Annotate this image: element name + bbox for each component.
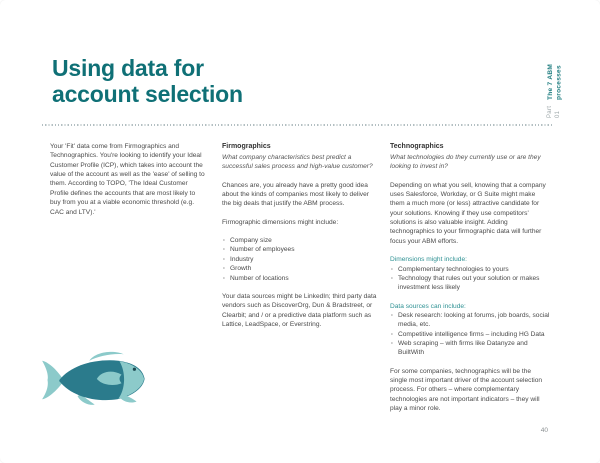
list-item: · Company size	[222, 236, 378, 245]
firmographics-heading: Firmographics	[222, 143, 271, 150]
list-item: · Industry	[222, 255, 378, 264]
page-title-line1: Using data for	[52, 55, 204, 81]
technographics-question: What technologies do they currently use or are they looking to invest in?	[390, 153, 541, 171]
firmographics-paragraph: Firmographic dimensions might include:	[222, 218, 339, 226]
technographics-paragraph: Depending on what you sell, knowing that a company uses Salesforce, Workday, or G Suite might make them a much more (or less) attractive candidate for your solutions. Knowing if they use competitors' solutions is also valuable insight. Adding technographics to your firmographic data will further focus your ABM efforts.	[390, 181, 546, 245]
list-item: · Competitive intelligence firms – including HG Data	[390, 330, 550, 339]
page-title	[52, 56, 243, 108]
chapter-part-label: Part 01	[547, 105, 561, 118]
dimensions-bullet-list	[390, 265, 550, 293]
firmographics-column	[222, 142, 378, 414]
chapter-side-label	[547, 44, 564, 118]
data-sources-label: Data sources can include:	[390, 302, 466, 310]
chapter-title-label: The 7 ABM processes	[547, 63, 563, 100]
dimensions-label: Dimensions might include:	[390, 256, 467, 264]
list-item: · Number of employees	[222, 245, 378, 254]
list-item: · Number of locations	[222, 274, 378, 283]
list-item: · Growth	[222, 264, 378, 273]
firmographics-paragraph: Chances are, you already have a pretty good idea about the kinds of companies most likely to deliver the big deals that justify the ABM process.	[222, 181, 369, 208]
firmographics-question: What company characteristics best predict a successful sales process and high-value customer?	[222, 153, 373, 171]
firmographics-paragraph: Your data sources might be LinkedIn; third party data vendors such as DiscoverOrg, Dun & Bradstreet, or Clearbit; and / or a predictive data platform such as Lattice, LeadSpace, or Everstring.	[222, 292, 377, 328]
page-number: 40	[540, 427, 548, 434]
intro-paragraph: Your 'Fit' data come from Firmographics and Technographics. You're looking to identify your Ideal Customer Profile (ICP), which takes into account the value of the account as well as the 'ease' of selling to them. According to TOPO, 'The Ideal Customer Profile defines the accounts that are most likely to buy from you at a viable economic threshold (e.g. CAC and LTV).'	[50, 143, 205, 216]
list-item: · Desk research: looking at forums, job boards, social media, etc.	[390, 311, 550, 330]
list-item: · Web scraping – with firms like Datanyze and BuiltWith	[390, 339, 550, 358]
firmographics-bullet-list	[222, 236, 378, 283]
data-sources-bullet-list	[390, 311, 550, 358]
technographics-column	[390, 142, 550, 414]
list-item: · Complementary technologies to yours	[390, 265, 550, 274]
page-title-line2: account selection	[52, 80, 243, 107]
technographics-heading: Technographics	[390, 143, 444, 150]
fish-illustration-icon	[40, 346, 158, 414]
technographics-paragraph: For some companies, technographics will be the single most important driver of the account selection process. For others – where complementary technologies are not important indicators – they will play a minor role.	[390, 367, 543, 413]
dotted-divider	[42, 124, 552, 126]
list-item: · Technology that rules out your solution or makes investment less likely	[390, 274, 550, 293]
